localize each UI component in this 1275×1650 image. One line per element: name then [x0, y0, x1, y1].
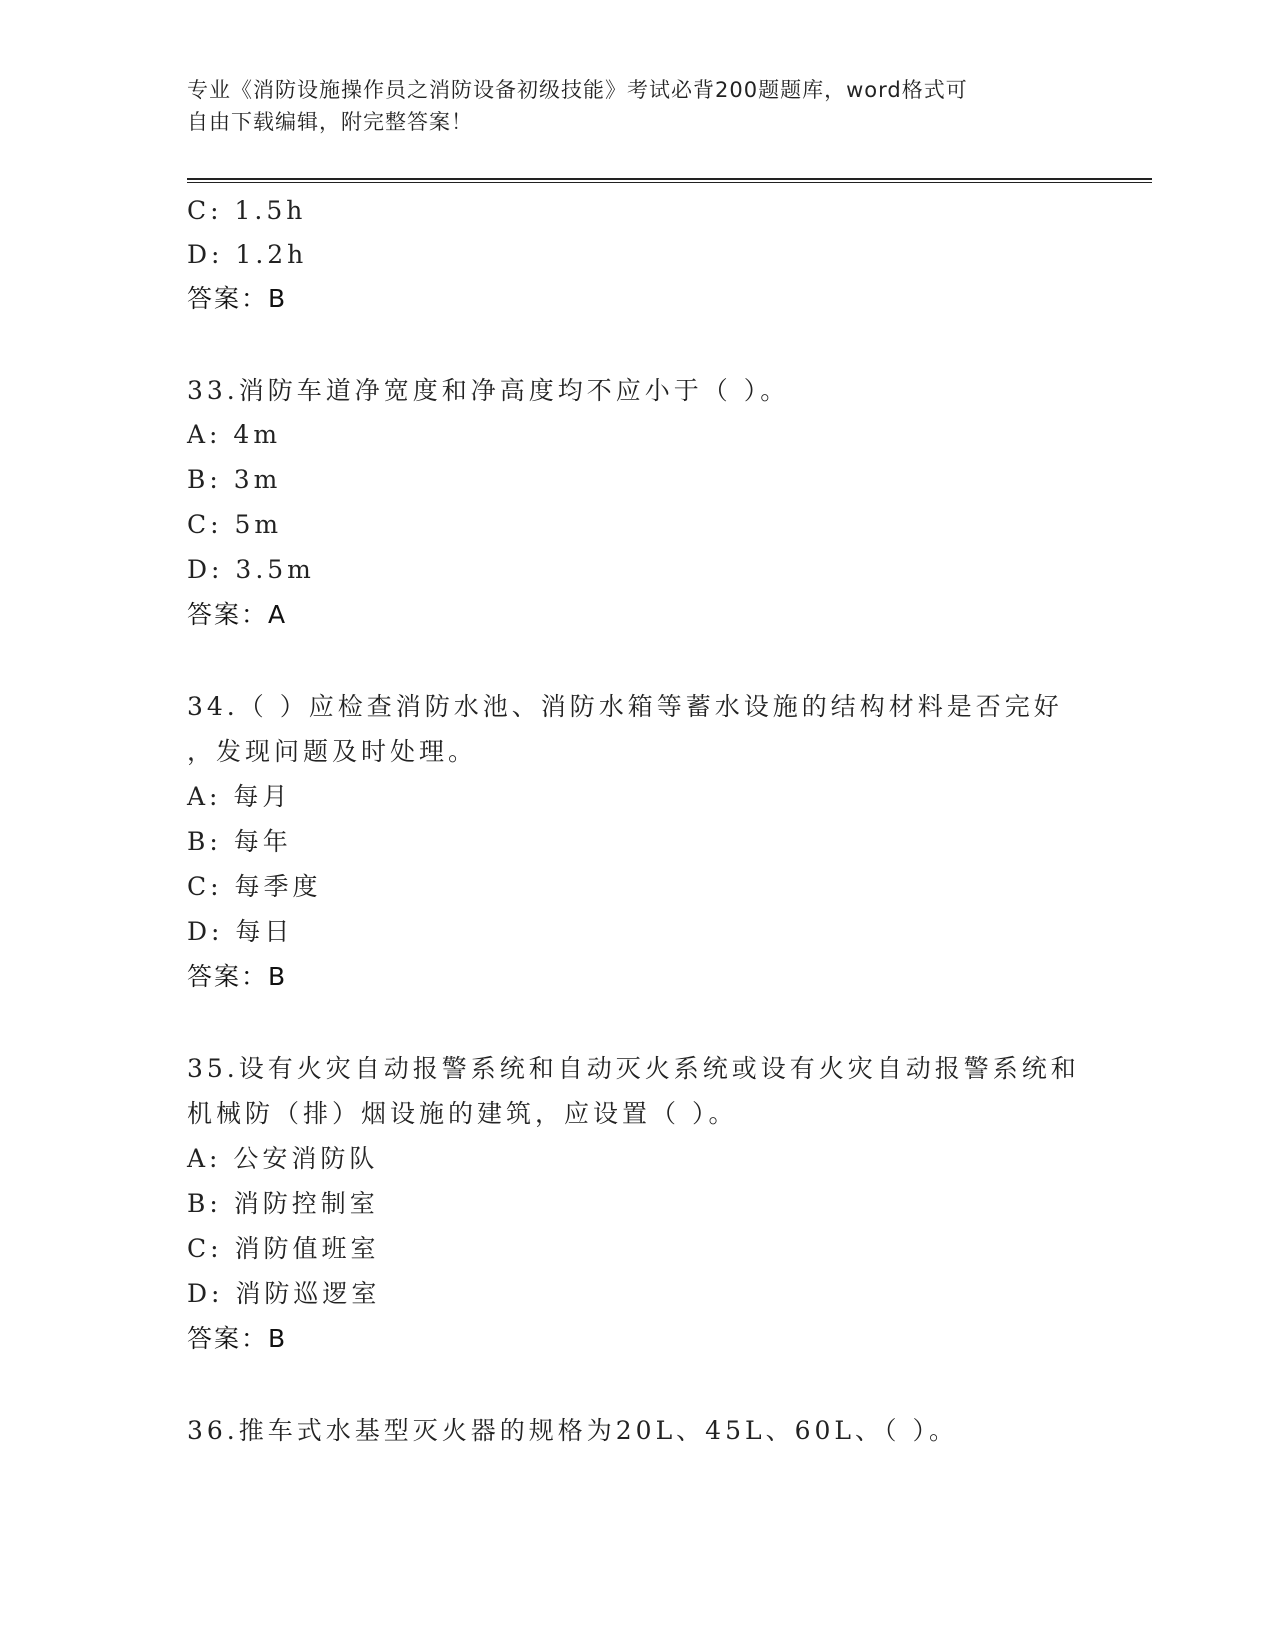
q34-stem-line-1: 34.（ ）应检查消防水池、消防水箱等蓄水设施的结构材料是否完好: [187, 692, 1063, 721]
q36-stem: 36.推车式水基型灭火器的规格为20L、45L、60L、（ ）。: [187, 1416, 958, 1445]
q35-answer: 答案：B: [187, 1324, 288, 1353]
q33-option-a: A: 4m: [187, 420, 282, 449]
q32-option-d: D: 1.2h: [187, 240, 308, 269]
q33-option-b: B: 3m: [187, 465, 282, 494]
q34-option-d: D: 每日: [187, 917, 294, 946]
header-line-2: 自由下载编辑，附完整答案！: [187, 110, 473, 134]
q33-option-c: C: 5m: [187, 510, 283, 539]
q35-option-d: D: 消防巡逻室: [187, 1279, 381, 1308]
q34-option-c: C: 每季度: [187, 872, 322, 901]
q34-answer: 答案：B: [187, 962, 288, 991]
q33-option-d: D: 3.5m: [187, 555, 315, 584]
q34-option-b: B: 每年: [187, 827, 292, 856]
q32-answer: 答案：B: [187, 284, 288, 313]
header-line-1: 专业《消防设施操作员之消防设备初级技能》考试必背200题题库，word格式可: [187, 78, 968, 102]
header-divider-thick: [187, 178, 1152, 180]
q35-option-c: C: 消防值班室: [187, 1234, 380, 1263]
header-divider-thin: [187, 182, 1152, 183]
q32-option-c: C: 1.5h: [187, 196, 307, 225]
q33-stem: 33.消防车道净宽度和净高度均不应小于（ ）。: [187, 376, 790, 405]
q35-stem-line-2: 机械防（排）烟设施的建筑，应设置（ ）。: [187, 1099, 738, 1128]
q35-option-a: A: 公安消防队: [187, 1144, 379, 1173]
q35-option-b: B: 消防控制室: [187, 1189, 379, 1218]
q33-answer: 答案：A: [187, 600, 288, 629]
document-header: [187, 74, 1067, 138]
q34-stem-line-2: ，发现问题及时处理。: [187, 737, 478, 766]
q35-stem-line-1: 35.设有火灾自动报警系统和自动灭火系统或设有火灾自动报警系统和: [187, 1054, 1080, 1083]
q34-option-a: A: 每月: [187, 782, 292, 811]
